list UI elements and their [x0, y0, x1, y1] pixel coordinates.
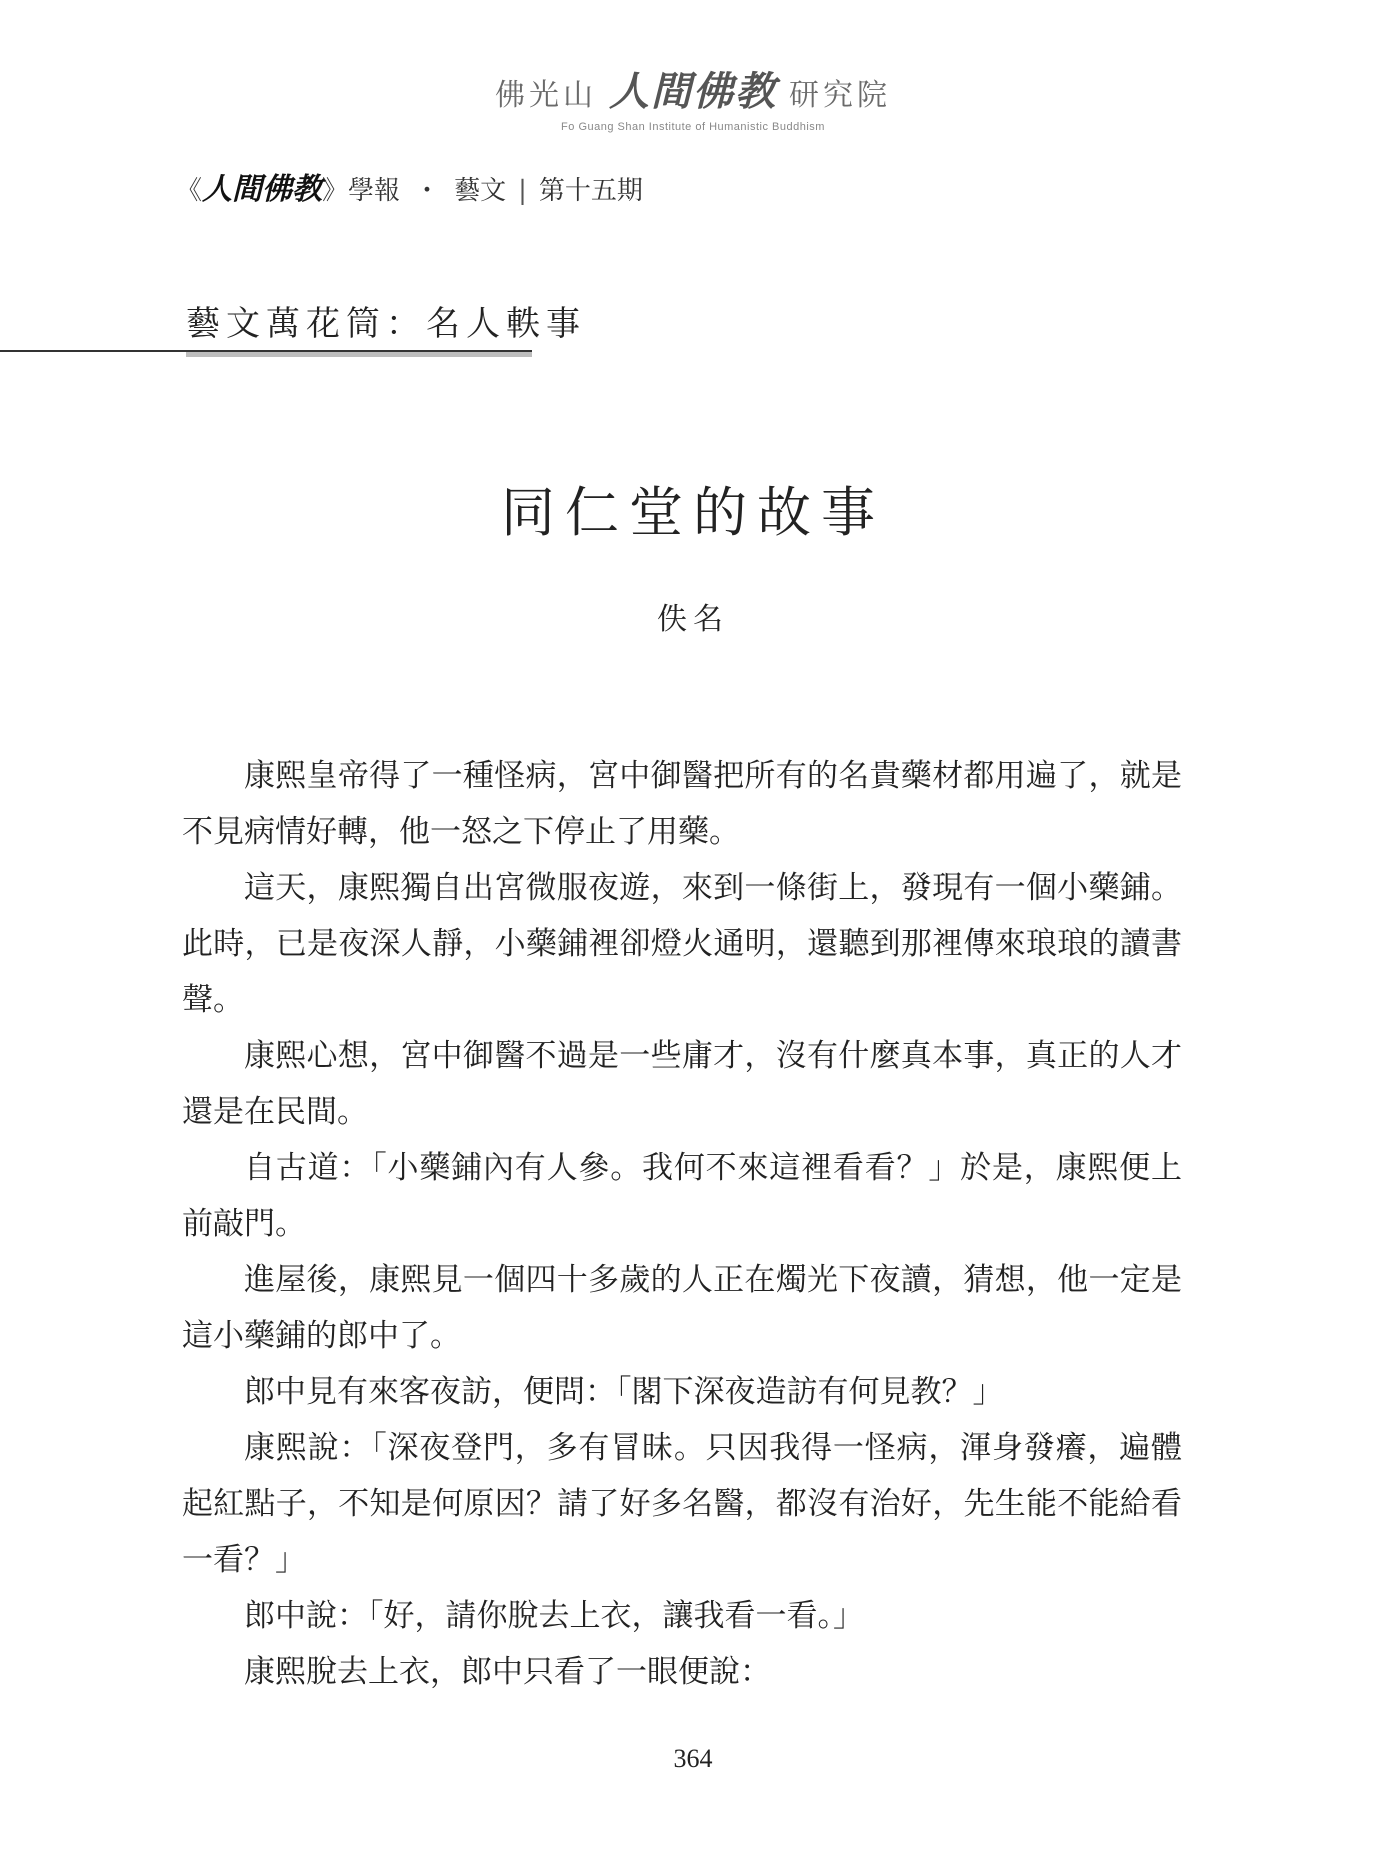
journal-name: 學報	[348, 176, 401, 206]
article-body	[182, 748, 1182, 1700]
journal-bar-separator: |	[518, 176, 527, 206]
journal-dot-separator: ・	[414, 176, 441, 206]
page-number: 364	[673, 1744, 713, 1773]
institute-suffix: 研究院	[789, 78, 891, 113]
paragraph: 康熙心想，宮中御醫不過是一些庸才，沒有什麼真本事，真正的人才還是在民間。	[182, 1038, 1182, 1130]
institute-brand-logo: 人間佛教	[609, 68, 777, 115]
journal-header	[176, 164, 643, 208]
section-heading: 藝文萬花筒：名人軼事	[186, 304, 586, 344]
paragraph: 康熙說：「深夜登門，多有冒昧。只因我得一怪病，渾身發癢，遍體起紅點子，不知是何原因？請了好多名醫，都沒有治好，先生能不能給看一看？」	[182, 1430, 1182, 1578]
institute-prefix: 佛光山	[495, 78, 597, 113]
paragraph: 郎中說：「好，請你脫去上衣，讓我看一看。」	[244, 1598, 864, 1634]
journal-close-quote: 》	[322, 176, 349, 206]
journal-brand: 人間佛教	[202, 172, 323, 207]
institute-header	[0, 60, 1386, 133]
institute-name	[495, 60, 891, 117]
section-divider-shadow	[186, 352, 532, 357]
paragraph: 進屋後，康熙見一個四十多歲的人正在燭光下夜讀，猜想，他一定是這小藥鋪的郎中了。	[182, 1262, 1182, 1354]
paragraph: 自古道：「小藥鋪內有人參。我何不來這裡看看？」於是，康熙便上前敲門。	[182, 1150, 1182, 1242]
article-author: 佚名	[657, 602, 729, 637]
institute-english-name: Fo Guang Shan Institute of Humanistic Buddhism	[561, 121, 825, 133]
journal-open-quote: 《	[176, 176, 203, 206]
paragraph: 郎中見有來客夜訪，便問：「閣下深夜造訪有何見教？」	[244, 1374, 1004, 1410]
journal-issue: 第十五期	[538, 176, 643, 206]
paragraph: 這天，康熙獨自出宮微服夜遊，來到一條街上，發現有一個小藥鋪。此時，已是夜深人靜，小藥鋪裡卻燈火通明，還聽到那裡傳來琅琅的讀書聲。	[182, 870, 1182, 1018]
paragraph: 康熙脫去上衣，郎中只看了一眼便說：	[244, 1654, 771, 1690]
article-title: 同仁堂的故事	[501, 481, 885, 544]
journal-category: 藝文	[454, 176, 507, 206]
paragraph: 康熙皇帝得了一種怪病，宮中御醫把所有的名貴藥材都用遍了，就是不見病情好轉，他一怒之下停止了用藥。	[182, 758, 1182, 850]
